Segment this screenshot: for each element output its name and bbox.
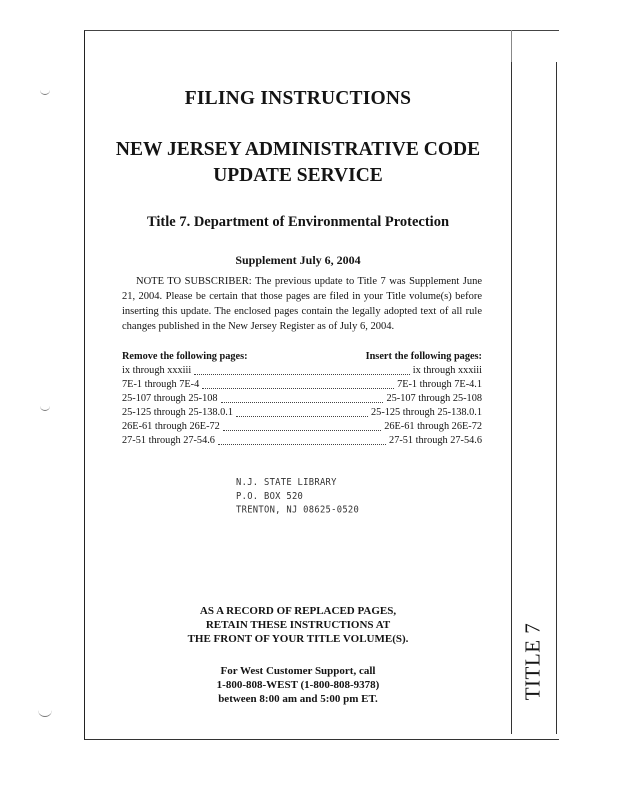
insert-pages: 26E-61 through 26E-72 — [384, 421, 482, 432]
dot-leader — [221, 401, 384, 403]
insert-pages: 27-51 through 27-54.6 — [389, 435, 482, 446]
retain-instructions — [92, 604, 504, 646]
dot-leader — [218, 443, 386, 445]
remove-pages: 27-51 through 27-54.6 — [122, 435, 215, 446]
library-stamp — [236, 476, 359, 517]
code-title-line: NEW JERSEY ADMINISTRATIVE CODE — [115, 139, 481, 160]
retain-line: THE FRONT OF YOUR TITLE VOLUME(S). — [187, 633, 409, 645]
pages-table — [122, 350, 482, 448]
subscriber-note — [122, 274, 482, 334]
stamp-line: P.O. BOX 520 — [236, 490, 304, 502]
remove-pages: 25-107 through 25-108 — [122, 393, 218, 404]
dot-leader — [236, 415, 368, 417]
remove-pages: 25-125 through 25-138.0.1 — [122, 407, 233, 418]
insert-header: Insert the following pages: — [365, 351, 482, 362]
binder-hole-mark — [40, 80, 50, 95]
table-row — [122, 434, 482, 448]
note-text: The previous update to Title 7 was Supplement June 21, 2004. Please be certain that those pages are filed in your Title volume(s) before inserting this update. The enclosed pages contain the legally adopted text of all rule changes published in the New Jersey Register as of July 6, 2004. — [122, 276, 483, 332]
remove-pages: 7E-1 through 7E-4 — [122, 379, 200, 390]
table-row — [122, 392, 482, 406]
insert-pages: ix through xxxiii — [412, 365, 482, 376]
insert-pages: 25-125 through 25-138.0.1 — [371, 407, 482, 418]
note-label: NOTE TO SUBSCRIBER: — [136, 276, 252, 287]
support-line: between 8:00 am and 5:00 pm ET. — [218, 693, 378, 705]
title-tab — [511, 612, 555, 710]
support-phone: 1-800-808-WEST (1-800-808-9378) — [216, 679, 380, 691]
remove-pages: ix through xxxiii — [122, 365, 192, 376]
table-row — [122, 420, 482, 434]
customer-support — [92, 664, 504, 706]
retain-line: AS A RECORD OF REPLACED PAGES, — [199, 605, 397, 617]
remove-header: Remove the following pages: — [122, 351, 248, 362]
stamp-line: TRENTON, NJ 08625-0520 — [236, 504, 360, 516]
insert-pages: 7E-1 through 7E-4.1 — [397, 379, 482, 390]
code-title-line: UPDATE SERVICE — [213, 165, 383, 186]
binder-hole-mark — [40, 396, 50, 411]
stamp-line: N.J. STATE LIBRARY — [236, 477, 337, 489]
department-title: Title 7. Department of Environmental Protection — [146, 214, 450, 230]
support-line: For West Customer Support, call — [220, 665, 376, 677]
title-tab-label: TITLE 7 — [520, 622, 545, 700]
table-row — [122, 378, 482, 392]
table-row — [122, 364, 482, 378]
pages-table-header — [122, 350, 482, 364]
dot-leader — [194, 373, 410, 375]
table-row — [122, 406, 482, 420]
binder-hole-mark — [38, 700, 52, 717]
code-title — [92, 137, 504, 189]
retain-line: RETAIN THESE INSTRUCTIONS AT — [205, 619, 391, 631]
insert-pages: 25-107 through 25-108 — [386, 393, 482, 404]
dot-leader — [223, 429, 381, 431]
supplement-date: Supplement July 6, 2004 — [235, 253, 361, 267]
remove-pages: 26E-61 through 26E-72 — [122, 421, 220, 432]
page-title: FILING INSTRUCTIONS — [184, 88, 412, 109]
dot-leader — [202, 387, 394, 389]
